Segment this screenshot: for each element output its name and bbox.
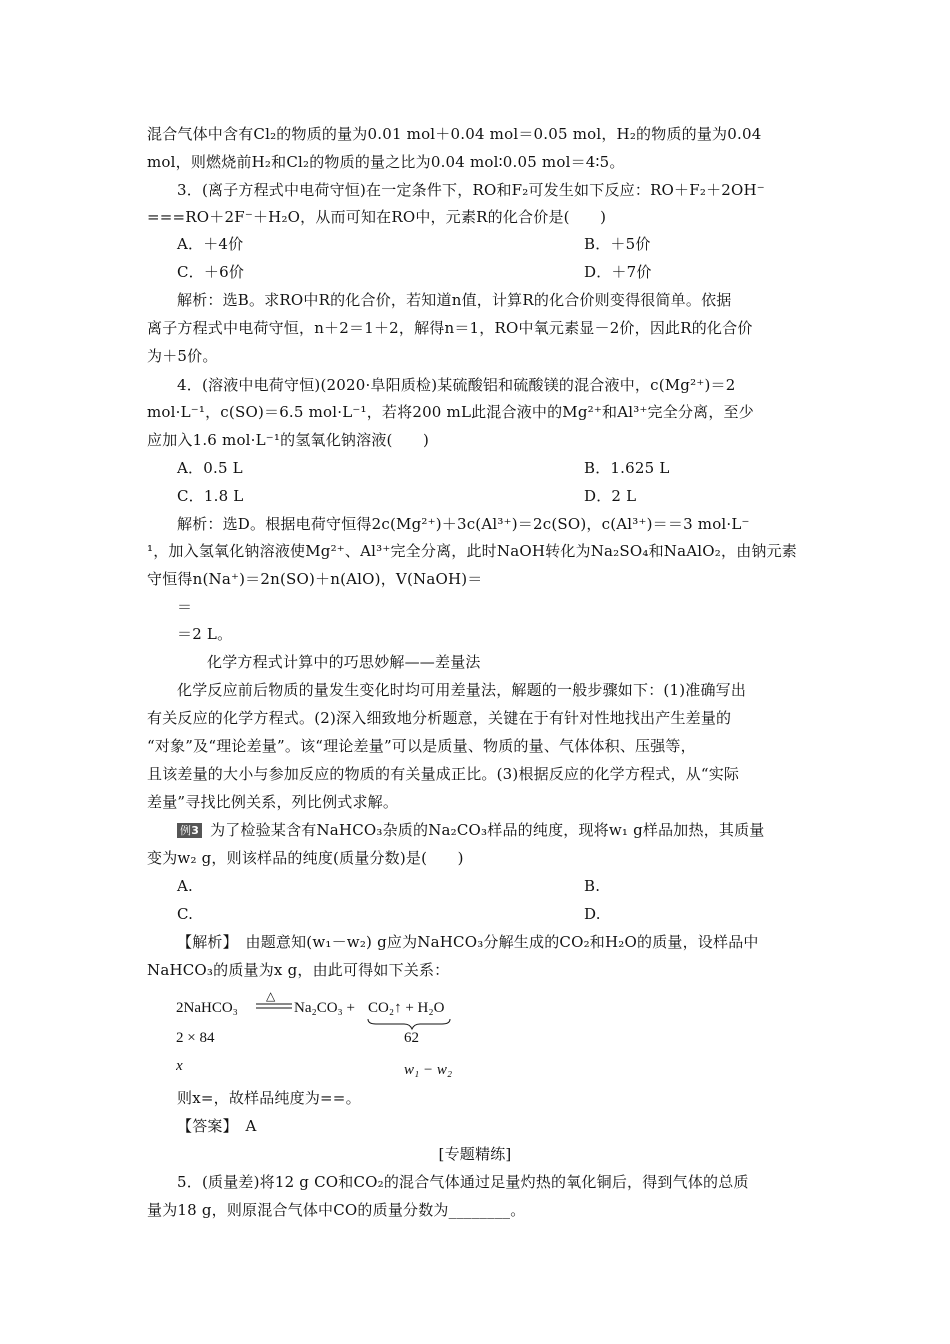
text-line: ===RO＋2F⁻＋H₂O，从而可知在RO中，元素R的化合价是( ) (147, 208, 607, 226)
paragraph-line: 且该差量的大小与参加反应的物质的有关量成正比。(3)根据反应的化学方程式，从“实际 (147, 765, 740, 783)
text-line: 应加入1.6 mol·L⁻¹的氢氧化钠溶液( ) (147, 431, 430, 449)
text-line: 变为w₂ g，则该样品的纯度(质量分数)是( ) (147, 849, 464, 867)
option-c: C. (177, 905, 194, 923)
explanation-3: 解析：选B。求RO中R的化合价，若知道n值，计算R的化合价则变得很简单。依据 (177, 291, 732, 309)
analysis-line: 【解析】 由题意知(w₁－w₂) g应为NaHCO₃分解生成的CO₂和H₂O的质量，设样品中 (177, 933, 759, 951)
formula-row2-right: 62 (404, 1030, 419, 1046)
question-3: 3．(离子方程式中电荷守恒)在一定条件下，RO和F₂可发生如下反应：RO＋F₂＋2OH⁻ (177, 181, 765, 199)
option-c: C．＋6价 (177, 263, 245, 281)
section-title: 化学方程式计算中的巧思妙解——差量法 (207, 653, 481, 671)
answer-line: 【答案】 A (177, 1117, 257, 1135)
text-line: ＝ (177, 598, 193, 616)
example-badge: 例3 (177, 823, 202, 838)
option-b: B. (584, 877, 601, 895)
reaction-equation (176, 988, 476, 1088)
paragraph-line: 差量”寻找比例关系，列比例式求解。 (147, 793, 399, 811)
text-line: 则x=，故样品纯度为==。 (177, 1089, 361, 1107)
paragraph-line: 化学反应前后物质的量发生变化时均可用差量法，解题的一般步骤如下：(1)准确写出 (177, 681, 747, 699)
option-b: B．1.625 L (584, 459, 670, 477)
example-3: 例3 为了检验某含有NaHCO₃杂质的Na₂CO₃样品的纯度，现将w₁ g样品加热，其质量 (177, 820, 765, 840)
text-line: 混合气体中含有Cl₂的物质的量为0.01 mol＋0.04 mol＝0.05 mol，H₂的物质的量为0.04 (147, 125, 762, 143)
formula-product: Na₂CO₃ + (294, 1000, 355, 1016)
text-line: NaHCO₃的质量为x g，由此可得如下关系： (147, 961, 450, 979)
text-line: 离子方程式中电荷守恒，n＋2＝1＋2，解得n＝1，RO中氧元素显－2价，因此R的化合价 (147, 319, 753, 337)
option-c: C．1.8 L (177, 487, 244, 505)
text-line: ＝2 L。 (177, 625, 233, 643)
heat-condition: △ (266, 989, 276, 1003)
paragraph-line: “对象”及“理论差量”。该“理论差量”可以是质量、物质的量、气体体积、压强等， (147, 737, 696, 755)
formula-row2-left: 2 × 84 (176, 1030, 215, 1046)
text-line: mol·L⁻¹，c(SO)＝6.5 mol·L⁻¹，若将200 mL此混合液中的Mg²⁺和Al³⁺完全分离，至少 (147, 403, 754, 421)
option-d: D. (584, 905, 601, 923)
text-line: mol，则燃烧前H₂和Cl₂的物质的量之比为0.04 mol∶0.05 mol＝4∶5。 (147, 153, 625, 171)
text-line: 量为18 g，则原混合气体中CO的质量分数为________。 (147, 1201, 526, 1219)
paragraph-line: 有关反应的化学方程式。(2)深入细致地分析题意，关键在于有针对性地找出产生差量的 (147, 709, 732, 727)
text-line: 为＋5价。 (147, 347, 218, 365)
question-5: 5．(质量差)将12 g CO和CO₂的混合气体通过足量灼热的氧化铜后，得到气体的总质 (177, 1173, 749, 1191)
formula-reactant: 2NaHCO₃ (176, 1000, 238, 1016)
text-line: ¹，加入氢氧化钠溶液使Mg²⁺、Al³⁺完全分离，此时NaOH转化为Na₂SO₄和NaAlO₂，由钠元素 (147, 542, 797, 560)
option-a: A．0.5 L (177, 459, 243, 477)
formula-row3-left: x (176, 1058, 183, 1074)
option-b: B．＋5价 (584, 235, 651, 253)
question-4: 4．(溶液中电荷守恒)(2020·阜阳质检)某硫酸铝和硫酸镁的混合液中，c(Mg²⁺)＝2 (177, 376, 736, 394)
formula-gases: CO₂↑ + H₂O (368, 1000, 445, 1016)
text-line: 守恒得n(Na⁺)＝2n(SO)＋n(AlO)，V(NaOH)＝ (147, 570, 483, 588)
option-d: D．＋7价 (584, 263, 652, 281)
explanation-4: 解析：选D。根据电荷守恒得2c(Mg²⁺)＋3c(Al³⁺)＝2c(SO)，c(Al³⁺)＝＝3 mol·L⁻ (177, 515, 750, 533)
option-d: D．2 L (584, 487, 637, 505)
option-a: A. (177, 877, 194, 895)
option-a: A．＋4价 (177, 235, 244, 253)
section-heading: [专题精练] (438, 1145, 512, 1163)
formula-row3-right: w₁ − w₂ (404, 1062, 453, 1078)
